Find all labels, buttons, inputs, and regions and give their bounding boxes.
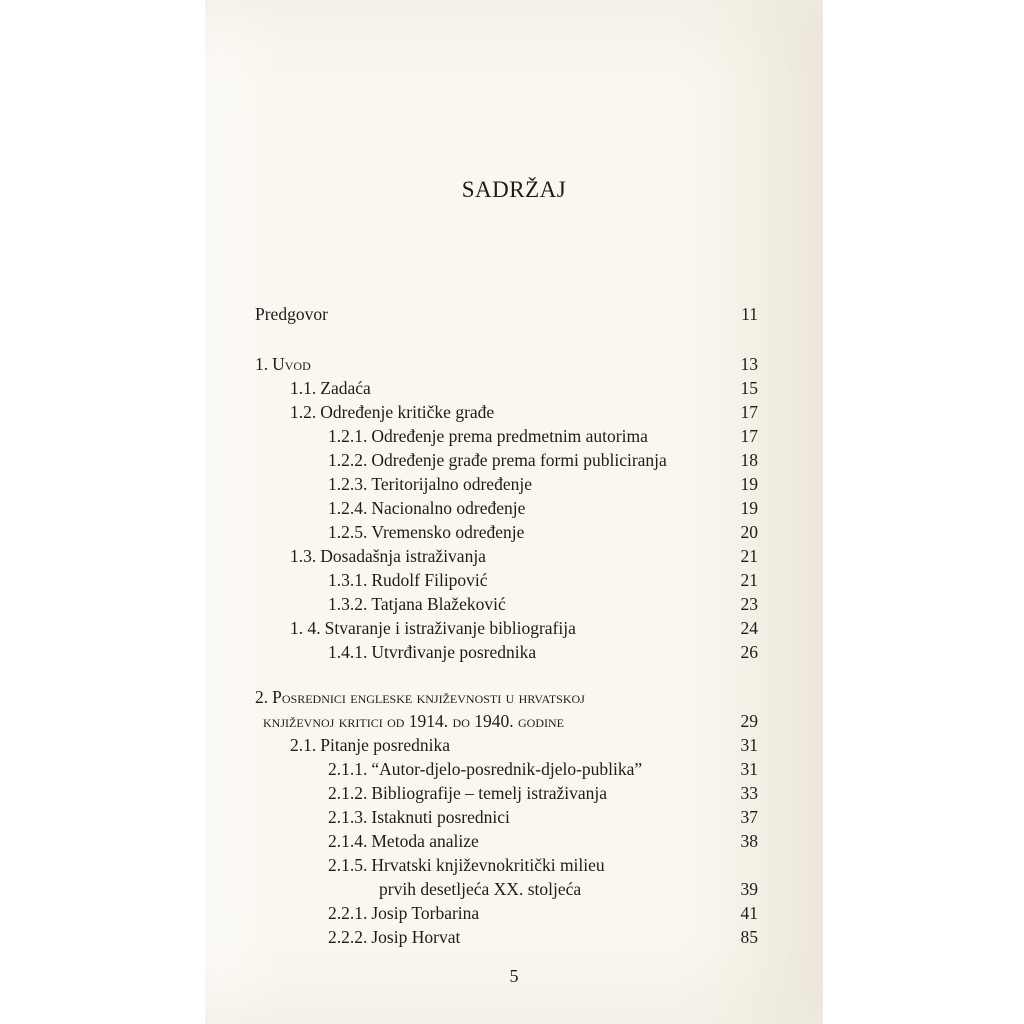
toc-entry-text: književnoj kritici od bbox=[263, 711, 405, 731]
toc-entry-text: Dosadašnja istraživanja bbox=[320, 546, 486, 566]
toc-subsection bbox=[255, 496, 758, 520]
toc-entry-text: Istaknuti posrednici bbox=[371, 807, 510, 827]
toc-entry-number: 2.1.3. bbox=[328, 807, 368, 827]
toc-subsection bbox=[255, 901, 758, 925]
toc-entry-number: 1.2.2. bbox=[328, 450, 368, 470]
toc-page-number: 23 bbox=[740, 594, 758, 614]
toc-entry-text: Posrednici engleske književnosti u hrvatskoj bbox=[272, 687, 585, 707]
toc-entry-text: Predgovor bbox=[255, 304, 328, 324]
toc-entry-number: 1.2.4. bbox=[328, 498, 368, 518]
toc-entry-number: 1.2.1. bbox=[328, 426, 368, 446]
toc-subsection bbox=[255, 925, 758, 949]
toc-subsection bbox=[255, 448, 758, 472]
toc-subsection bbox=[255, 757, 758, 781]
toc-subsection bbox=[255, 424, 758, 448]
toc-entry-text: Stvaranje i istraživanje bibliografija bbox=[324, 618, 576, 638]
toc-section bbox=[255, 616, 758, 640]
toc-entry-number: 2.2.1. bbox=[328, 903, 368, 923]
toc-entry-text: Utvrđivanje posrednika bbox=[371, 642, 537, 662]
toc-entry-text: Tatjana Blažeković bbox=[371, 594, 506, 614]
toc-entry-number: 2.1. bbox=[290, 735, 317, 755]
toc-chapter-1 bbox=[255, 352, 758, 376]
toc-subsection bbox=[255, 592, 758, 616]
toc-page-number: 13 bbox=[740, 354, 758, 374]
toc-entry-text: godine bbox=[518, 711, 564, 731]
toc-entry-text: Uvod bbox=[272, 354, 311, 374]
book-page bbox=[205, 0, 823, 1024]
toc-entry-number: 1.3.1. bbox=[328, 570, 368, 590]
toc-page-number: 85 bbox=[740, 927, 758, 947]
toc-subsection bbox=[255, 853, 758, 877]
toc-subsection-continued bbox=[255, 877, 758, 901]
toc-page-number: 31 bbox=[740, 759, 758, 779]
toc-section bbox=[255, 400, 758, 424]
toc-page-number: 18 bbox=[740, 450, 758, 470]
toc-page-number: 20 bbox=[740, 522, 758, 542]
page-title: SADRŽAJ bbox=[461, 177, 567, 202]
toc-page-number: 15 bbox=[740, 378, 758, 398]
toc-subsection bbox=[255, 640, 758, 664]
toc-entry-number: 1. 4. bbox=[290, 618, 321, 638]
toc-entry-number: 1.1. bbox=[290, 378, 317, 398]
toc-subsection bbox=[255, 781, 758, 805]
toc-entry-text: Teritorijalno određenje bbox=[371, 474, 532, 494]
toc-page-number: 26 bbox=[740, 642, 758, 662]
toc-page-number: 19 bbox=[740, 498, 758, 518]
toc-subsection bbox=[255, 805, 758, 829]
toc-entry-number: 2.1.2. bbox=[328, 783, 368, 803]
toc-entry-number: 2.2.2. bbox=[328, 927, 368, 947]
toc-entry-text: “Autor-djelo-posrednik-djelo-publika” bbox=[371, 759, 643, 779]
toc-page-number: 17 bbox=[740, 426, 758, 446]
toc-page-number: 38 bbox=[740, 831, 758, 851]
toc-entry-number: 1.4.1. bbox=[328, 642, 368, 662]
toc-entry-year: 1940. bbox=[474, 711, 514, 731]
toc-entry-number: 2. bbox=[255, 687, 269, 707]
toc-page-number: 24 bbox=[740, 618, 758, 638]
toc-page-number: 37 bbox=[740, 807, 758, 827]
toc-entry-text: Određenje kritičke građe bbox=[320, 402, 495, 422]
toc-chapter-2-continued bbox=[255, 709, 758, 733]
toc-page-number: 31 bbox=[740, 735, 758, 755]
toc-entry-text: Josip Torbarina bbox=[371, 903, 480, 923]
toc-entry-year: 1914. bbox=[408, 711, 449, 731]
toc-subsection bbox=[255, 829, 758, 853]
toc-entry-text: Metoda analize bbox=[371, 831, 479, 851]
toc-subsection bbox=[255, 472, 758, 496]
toc-entry-number: 1.2.5. bbox=[328, 522, 368, 542]
toc-entry-text: Određenje prema predmetnim autorima bbox=[371, 426, 648, 446]
toc-entry-text: Pitanje posrednika bbox=[320, 735, 451, 755]
toc-entry-number: 1.2.3. bbox=[328, 474, 368, 494]
toc-entry-text: Nacionalno određenje bbox=[371, 498, 526, 518]
toc-subsection bbox=[255, 520, 758, 544]
toc-entry-number: 1.3. bbox=[290, 546, 317, 566]
toc-page-number: 19 bbox=[740, 474, 758, 494]
toc-entry-number: 1.3.2. bbox=[328, 594, 368, 614]
toc-entry-text: Rudolf Filipović bbox=[371, 570, 488, 590]
toc-page-number: 17 bbox=[740, 402, 758, 422]
toc-section bbox=[255, 544, 758, 568]
toc-entry-text: Zadaća bbox=[320, 378, 371, 398]
toc-entry-number: 2.1.1. bbox=[328, 759, 368, 779]
toc-page-number: 21 bbox=[740, 546, 758, 566]
toc-subsection bbox=[255, 568, 758, 592]
toc-entry-text: Određenje građe prema formi publiciranja bbox=[371, 450, 667, 470]
toc-page-number: 29 bbox=[740, 711, 758, 731]
toc-page-number: 21 bbox=[740, 570, 758, 590]
toc-page-number: 11 bbox=[741, 304, 758, 324]
toc-entry-text: Josip Horvat bbox=[371, 927, 461, 947]
toc-entry-text: Bibliografije – temelj istraživanja bbox=[371, 783, 608, 803]
table-of-contents bbox=[255, 302, 758, 949]
toc-entry-text: do bbox=[452, 711, 470, 731]
toc-entry-text: Hrvatski književnokritički milieu bbox=[371, 855, 605, 875]
toc-entry-predgovor bbox=[255, 302, 758, 326]
toc-entry-number: 1. bbox=[255, 354, 269, 374]
toc-entry-number: 2.1.5. bbox=[328, 855, 368, 875]
toc-section bbox=[255, 733, 758, 757]
toc-entry-text: prvih desetljeća XX. stoljeća bbox=[379, 879, 582, 899]
toc-section bbox=[255, 376, 758, 400]
toc-entry-number: 1.2. bbox=[290, 402, 317, 422]
toc-entry-number: 2.1.4. bbox=[328, 831, 368, 851]
toc-page-number: 33 bbox=[740, 783, 758, 803]
toc-chapter-2 bbox=[255, 685, 758, 709]
toc-page-number: 39 bbox=[740, 879, 758, 899]
toc-entry-text: Vremensko određenje bbox=[371, 522, 525, 542]
page-number-footer: 5 bbox=[509, 966, 519, 986]
toc-page-number: 41 bbox=[740, 903, 758, 923]
